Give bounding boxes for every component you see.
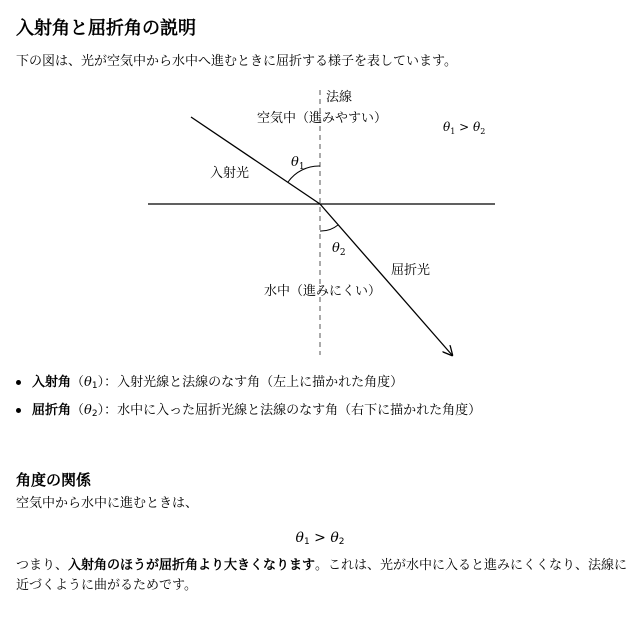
intro-text: 下の図は、光が空気中から水中へ進むときに屈折する様子を表しています。 [16,54,457,69]
refracted-ray [320,204,452,355]
relation-lead: 空気中から水中に進むときは、 [16,496,199,511]
top-medium-label: 空気中（進みやすい） [257,111,388,126]
incident-ray [191,117,320,204]
theta2-arc [320,225,338,231]
conclusion-text: つまり、入射角のほうが屈折角より大きくなります。これは、光が水中に入ると進みにくくなり、法線に近づくように曲がるためです。 [16,558,628,593]
bullet-refraction-angle: 屈折角$(\theta_2)$：水中に入った屈折光線と法線のなす角（右下に描かれた角度） [32,401,481,424]
relation-formula: $\theta_1 > \theta_2$ [295,530,345,547]
incident-label: 入射光 [210,166,250,181]
normal-label: 法線 [326,90,353,105]
bottom-medium-label: 水中（進みにくい） [264,284,382,299]
refraction-diagram [0,80,640,370]
bullet-incident-angle: 入射角$(\theta_1)$：入射光線と法線のなす角（左上に描かれた角度） [32,373,403,396]
refracted-label: 屈折光 [391,263,431,278]
theta1-label: $\theta_1$ [291,155,305,172]
page-title: 入射角と屈折角の説明 [16,18,196,39]
relation-label: $\theta_1 > \theta_2$ [443,120,486,136]
relation-heading: 角度の関係 [16,471,92,489]
theta2-label: $\theta_2$ [332,241,346,258]
